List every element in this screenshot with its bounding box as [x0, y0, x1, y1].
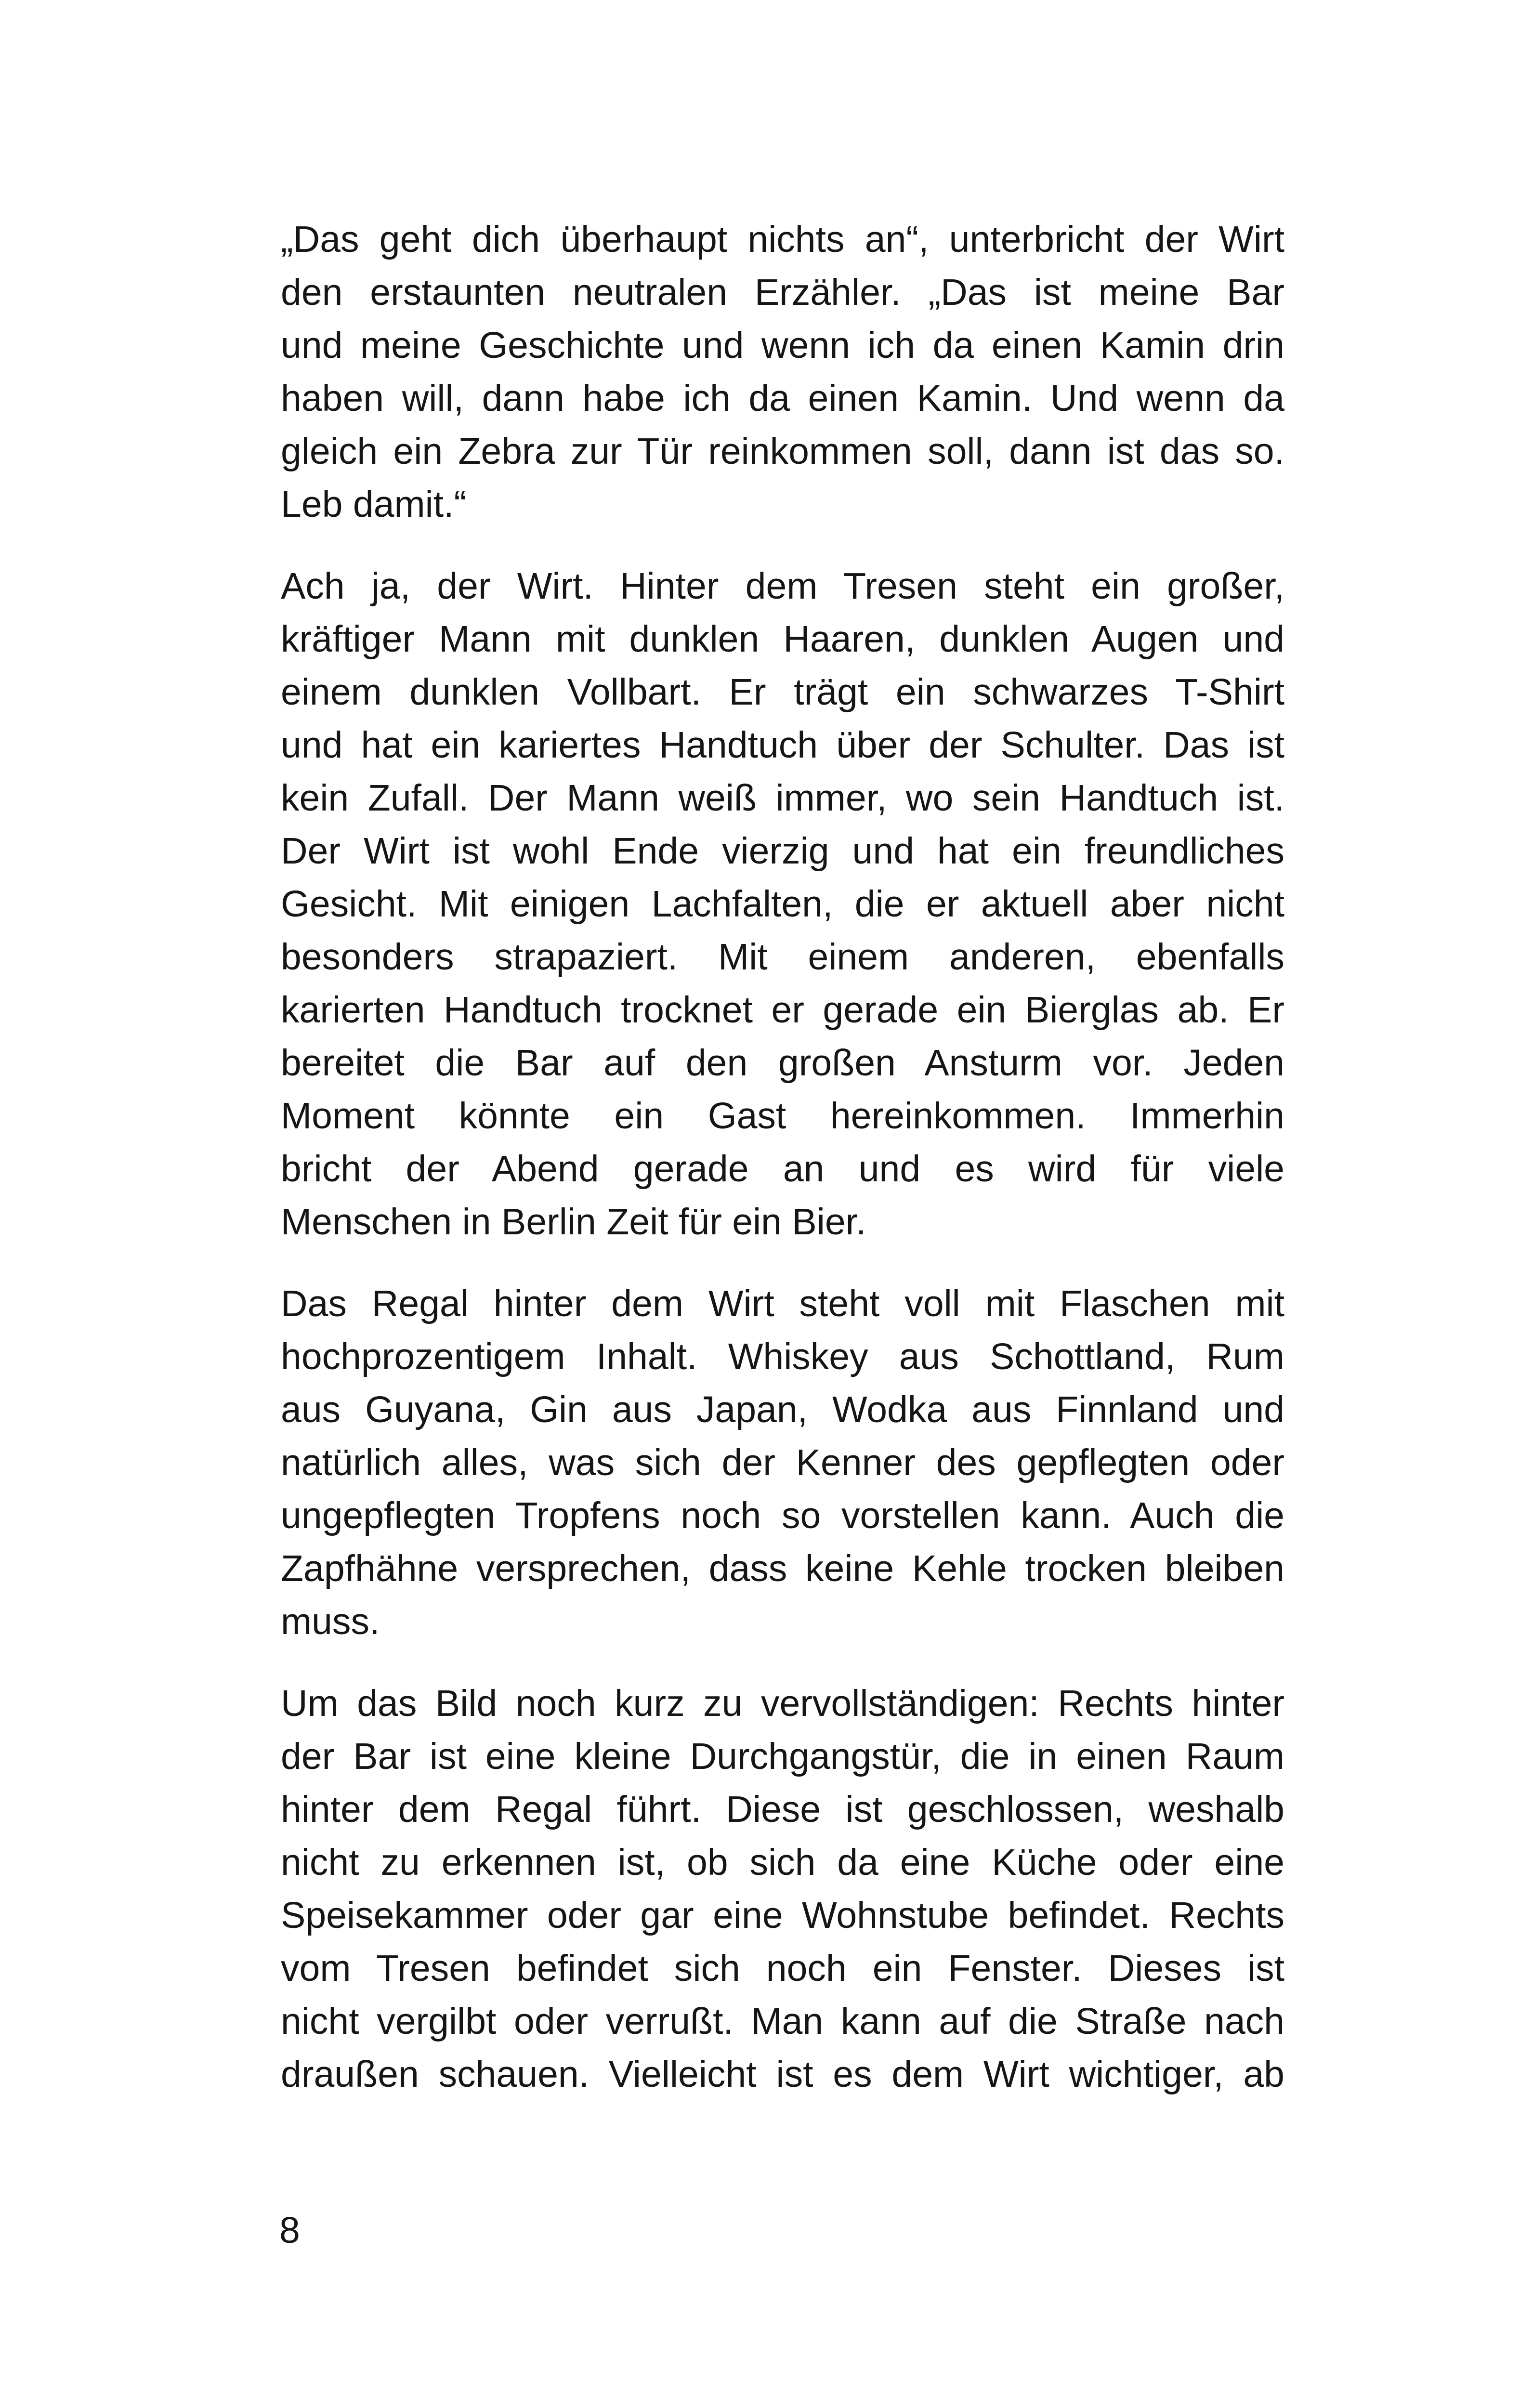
text-line: den erstaunten neutralen Erzähler. „Das ist meine Bar — [281, 272, 1284, 313]
text-line: einem dunklen Vollbart. Er trägt ein schwarzes T-Shirt — [281, 671, 1284, 713]
text-line: hochprozentigem Inhalt. Whiskey aus Schottland, Rum — [281, 1336, 1284, 1377]
text-line: bricht der Abend gerade an und es wird für viele — [281, 1148, 1284, 1190]
text-line: ungepflegten Tropfens noch so vorstellen kann. Auch die — [281, 1495, 1284, 1536]
text-line: Der Wirt ist wohl Ende vierzig und hat ein freundliches — [281, 830, 1284, 872]
text-line: der Bar ist eine kleine Durchgangstür, die in einen Raum — [281, 1736, 1284, 1777]
text-line: Das Regal hinter dem Wirt steht voll mit Flaschen mit — [281, 1283, 1284, 1324]
text-line: draußen schauen. Vielleicht ist es dem Wirt wichtiger, ab — [281, 2054, 1284, 2095]
text-line: Um das Bild noch kurz zu vervollständigen: Rechts hinter — [281, 1683, 1284, 1724]
text-line: nicht vergilbt oder verrußt. Man kann auf die Straße nach — [281, 2001, 1284, 2042]
text-line: bereitet die Bar auf den großen Ansturm vor. Jeden — [281, 1042, 1284, 1084]
page-number: 8 — [279, 2210, 300, 2251]
text-line: Zapfhähne versprechen, dass keine Kehle trocken bleiben — [281, 1548, 1284, 1589]
text-line: Leb damit.“ — [281, 484, 467, 525]
text-line: karierten Handtuch trocknet er gerade ein Bierglas ab. Er — [281, 989, 1284, 1031]
text-line: kräftiger Mann mit dunklen Haaren, dunklen Augen und — [281, 618, 1284, 660]
text-line: aus Guyana, Gin aus Japan, Wodka aus Finnland und — [281, 1389, 1284, 1430]
text-line: hinter dem Regal führt. Diese ist geschlossen, weshalb — [281, 1789, 1284, 1830]
text-line: vom Tresen befindet sich noch ein Fenster. Dieses ist — [281, 1948, 1284, 1989]
text-line: kein Zufall. Der Mann weiß immer, wo sein Handtuch ist. — [281, 777, 1284, 819]
text-line: natürlich alles, was sich der Kenner des gepflegten oder — [281, 1442, 1284, 1483]
text-line: Moment könnte ein Gast hereinkommen. Immerhin — [281, 1095, 1284, 1137]
text-line: muss. — [281, 1601, 380, 1642]
text-line: und meine Geschichte und wenn ich da einen Kamin drin — [281, 325, 1284, 366]
text-line: haben will, dann habe ich da einen Kamin. Und wenn da — [281, 378, 1284, 419]
text-line: besonders strapaziert. Mit einem anderen, ebenfalls — [281, 936, 1284, 978]
text-line: „Das geht dich überhaupt nichts an“, unterbricht der Wirt — [281, 219, 1284, 260]
text-line: Menschen in Berlin Zeit für ein Bier. — [281, 1201, 866, 1243]
text-line: Gesicht. Mit einigen Lachfalten, die er aktuell aber nicht — [281, 883, 1284, 925]
text-line: Speisekammer oder gar eine Wohnstube befindet. Rechts — [281, 1895, 1284, 1936]
text-line: und hat ein kariertes Handtuch über der Schulter. Das ist — [281, 724, 1284, 766]
text-line: nicht zu erkennen ist, ob sich da eine Küche oder eine — [281, 1842, 1284, 1883]
text-line: gleich ein Zebra zur Tür reinkommen soll, dann ist das so. — [281, 431, 1284, 472]
text-line: Ach ja, der Wirt. Hinter dem Tresen steht ein großer, — [281, 565, 1284, 607]
